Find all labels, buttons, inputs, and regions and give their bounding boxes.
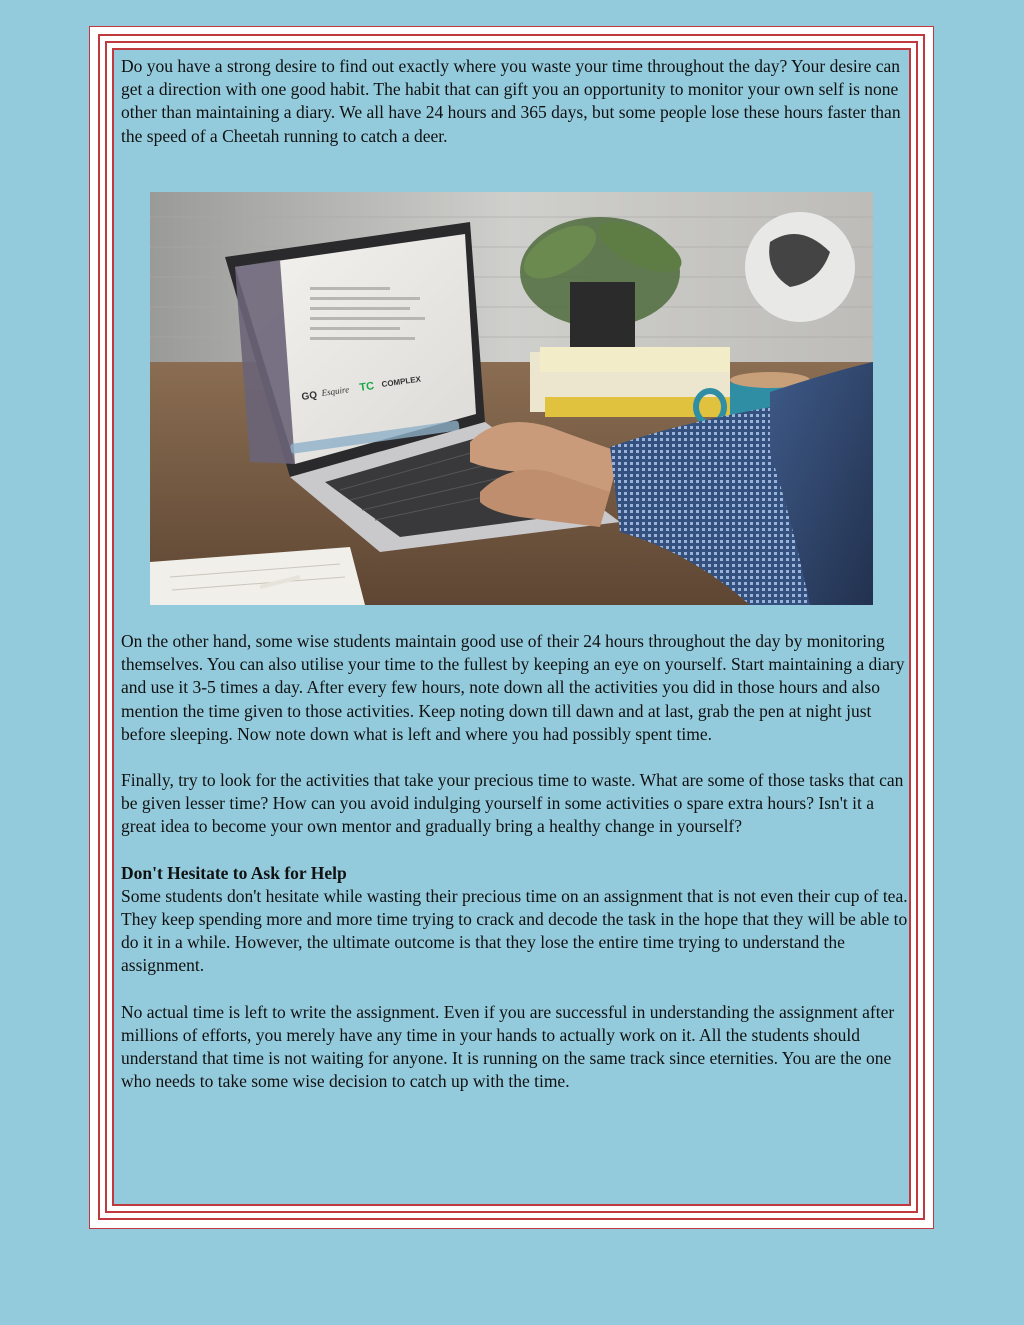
- svg-text:Esquire: Esquire: [320, 384, 350, 398]
- svg-text:TC: TC: [358, 380, 375, 394]
- body-section: [121, 630, 909, 1093]
- laptop-photo: [150, 192, 873, 605]
- svg-text:COMPLEX: COMPLEX: [381, 374, 422, 389]
- body-paragraph-1: On the other hand, some wise students maintain good use of their 24 hours throughout the day by monitoring themselves. You can also utilise your time to the fullest by keeping an eye on yourself. Start maintaining a diary and use it 3-5 times a day. After every few hours, note down all the activities you did in those hours and also mention the time given to those activities. Keep noting down till dawn and at last, grab the pen at night just before sleeping. Now note down what is left and where you had possibly spent time.: [121, 631, 905, 744]
- intro-paragraph: Do you have a strong desire to find out exactly where you waste your time throughout the day? Your desire can get a direction with one good habit. The habit that can gift you an opportunity to monitor your own self is none other than maintaining a diary. We all have 24 hours and 365 days, but some people lose these hours faster than the speed of a Cheetah running to catch a deer.: [121, 56, 901, 146]
- body-paragraph-2: Finally, try to look for the activities that take your precious time to waste. What are some of those tasks that can be given lesser time? How can you avoid indulging yourself in some activities o spare extra hours? Isn't it a great idea to become your own mentor and gradually bring a healthy change in yourself?: [121, 770, 904, 837]
- body-paragraph-4: No actual time is left to write the assignment. Even if you are successful in understanding the assignment after millions of efforts, you merely have any time in your hands to actually work on it. All the students should understand that time is not waiting for anyone. It is running on the same track since eternities. You are the one who needs to take some wise decision to catch up with the time.: [121, 1001, 895, 1092]
- intro-section: [121, 55, 909, 148]
- section-heading: Don't Hesitate to Ask for Help: [121, 862, 347, 883]
- body-paragraph-3: Some students don't hesitate while wasting their precious time on an assignment that is not even their cup of tea. They keep spending more and more time trying to crack and decode the task in the hope that they will be able to do it in a while. However, the ultimate outcome is that they lose the entire time trying to understand the assignment.: [121, 885, 908, 976]
- svg-text:GQ: GQ: [300, 389, 318, 403]
